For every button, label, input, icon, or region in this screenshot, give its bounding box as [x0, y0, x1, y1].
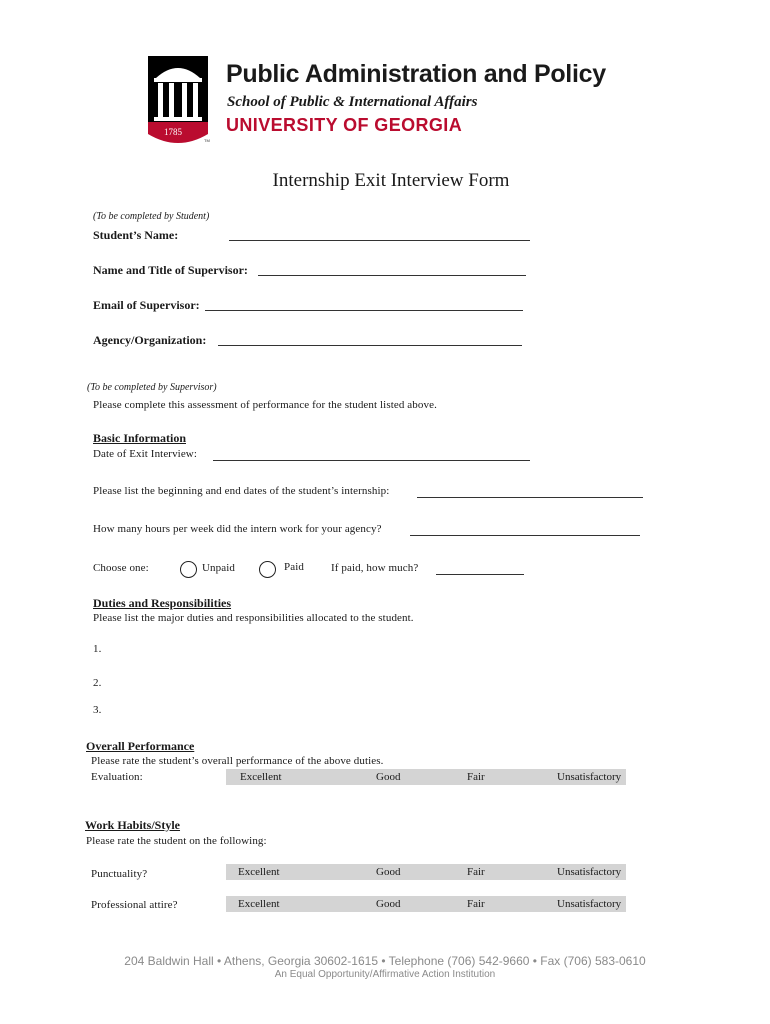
attire-excellent-option[interactable]: Excellent [238, 898, 280, 910]
overall-instruction: Please rate the student’s overall performance of the above duties. [91, 755, 384, 767]
evaluation-unsatisfactory-option[interactable]: Unsatisfactory [557, 771, 622, 783]
form-title: Internship Exit Interview Form [272, 170, 510, 191]
student-name-label: Student’s Name: [93, 228, 179, 242]
unpaid-label: Unpaid [202, 562, 235, 574]
footer-address: 204 Baldwin Hall • Athens, Georgia 30602-1615 • Telephone (706) 542-9660 • Fax (706) 583-0610 [124, 954, 646, 968]
supervisor-name-label: Name and Title of Supervisor: [93, 263, 248, 277]
evaluation-excellent-option[interactable]: Excellent [240, 771, 282, 783]
punctuality-good-option[interactable]: Good [376, 866, 401, 878]
student-name-field[interactable] [229, 240, 530, 241]
student-note: (To be completed by Student) [93, 211, 210, 222]
punctuality-fair-option[interactable]: Fair [467, 866, 485, 878]
work-habits-heading: Work Habits/Style [85, 818, 181, 832]
duty-item-3[interactable]: 3. [93, 704, 102, 716]
agency-field[interactable] [218, 345, 522, 346]
assessment-instruction: Please complete this assessment of performance for the student listed above. [93, 399, 437, 411]
supervisor-name-field[interactable] [258, 275, 526, 276]
internship-dates-field[interactable] [417, 497, 643, 498]
unit-name: Public Administration and Policy [226, 60, 606, 88]
exit-date-field[interactable] [213, 460, 530, 461]
agency-label: Agency/Organization: [93, 333, 207, 347]
duty-item-1[interactable]: 1. [93, 643, 102, 655]
exit-date-label: Date of Exit Interview: [93, 448, 198, 460]
paid-amount-label: If paid, how much? [331, 562, 419, 574]
hours-label: How many hours per week did the intern work for your agency? [93, 523, 382, 535]
evaluation-good-option[interactable]: Good [376, 771, 401, 783]
university-name: UNIVERSITY OF GEORGIA [226, 115, 463, 135]
attire-fair-option[interactable]: Fair [467, 898, 485, 910]
hours-field[interactable] [410, 535, 640, 536]
supervisor-note: (To be completed by Supervisor) [87, 382, 217, 393]
uga-arch-logo [148, 56, 208, 146]
overall-performance-heading: Overall Performance [86, 739, 195, 753]
duty-item-2[interactable]: 2. [93, 677, 102, 689]
school-name: School of Public & International Affairs [227, 94, 478, 110]
unpaid-radio[interactable] [180, 561, 197, 578]
footer-equal-opportunity: An Equal Opportunity/Affirmative Action Institution [274, 969, 496, 980]
punctuality-label: Punctuality? [91, 868, 148, 880]
choose-one-label: Choose one: [93, 562, 149, 574]
supervisor-email-label: Email of Supervisor: [93, 298, 200, 312]
logo-year: 1785 [164, 127, 182, 137]
duties-heading: Duties and Responsibilities [93, 596, 232, 610]
logo-trademark: TM [204, 138, 210, 143]
paid-radio[interactable] [259, 561, 276, 578]
attire-good-option[interactable]: Good [376, 898, 401, 910]
evaluation-label: Evaluation: [91, 771, 143, 783]
attire-unsatisfactory-option[interactable]: Unsatisfactory [557, 898, 622, 910]
basic-info-heading: Basic Information [93, 431, 186, 445]
evaluation-fair-option[interactable]: Fair [467, 771, 485, 783]
work-habits-instruction: Please rate the student on the following: [86, 835, 267, 847]
attire-label: Professional attire? [91, 899, 178, 911]
paid-label: Paid [284, 561, 304, 573]
duties-instruction: Please list the major duties and responsibilities allocated to the student. [93, 612, 414, 624]
paid-amount-field[interactable] [436, 574, 524, 575]
supervisor-email-field[interactable] [205, 310, 523, 311]
punctuality-excellent-option[interactable]: Excellent [238, 866, 280, 878]
internship-dates-label: Please list the beginning and end dates of the student’s internship: [93, 485, 390, 497]
punctuality-unsatisfactory-option[interactable]: Unsatisfactory [557, 866, 622, 878]
